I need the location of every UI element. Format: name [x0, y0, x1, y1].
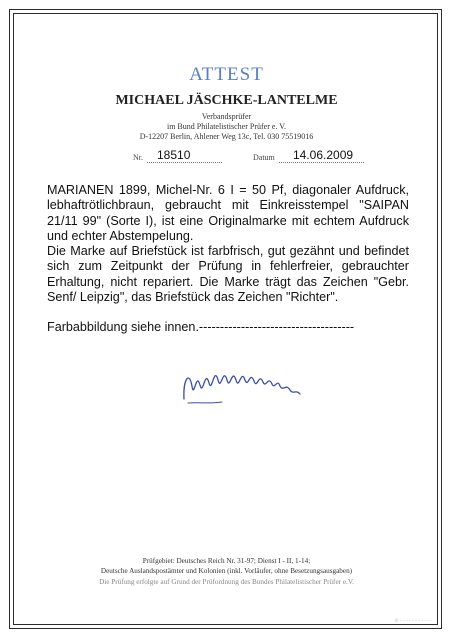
- nr-label: Nr.: [133, 153, 143, 162]
- nr-value: 18510: [157, 148, 191, 162]
- copyright-mark: © ·····················: [394, 618, 431, 623]
- date-value: 14.06.2009: [293, 148, 354, 162]
- attest-title: ATTEST: [189, 64, 264, 85]
- examiner-name: MICHAEL JÄSCHKE-LANTELME: [115, 93, 338, 108]
- examiner-role: Verbandsprüfer: [201, 112, 252, 121]
- footer-scope-detail: Deutsche Auslandspostämter und Kolonien (inkl. Vorläufer, ohne Besetzungsausgaben): [100, 567, 353, 575]
- footer-regulation: Die Prüfung erfolgte auf Grund der Prüfordnung des Bundes Philatelistischer Prüfer e.V.: [99, 578, 354, 586]
- handwritten-signature: [170, 345, 310, 435]
- date-line: [279, 162, 364, 163]
- paragraph-condition: Die Marke auf Briefstück ist farbfrisch, gut gezähnt und befindet sich zum Zeitpunkt der Prüfung in fehlerfreier, gebrauchter Erhaltung, nicht repariert. Die Marke trägt das Zeichen "Gebr. Senf/ Leipzig", das Briefstück das Zeichen "Richter".: [47, 244, 409, 304]
- date-label: Datum: [253, 153, 275, 162]
- examiner-address: D-12207 Berlin, Ahlener Weg 13c, Tel. 030 75519016: [139, 132, 314, 141]
- footer-scope: Prüfgebiet: Deutsches Reich Nr. 31-97; Dienst I - II, 1-14;: [142, 557, 311, 565]
- paragraph-note: Farbabbildung siehe innen.-------------------------------------: [47, 320, 355, 334]
- record-row: [0, 148, 453, 168]
- nr-line: [147, 162, 222, 163]
- examiner-association: im Bund Philatelistischer Prüfer e. V.: [166, 122, 287, 131]
- paragraph-description: MARIANEN 1899, Michel-Nr. 6 I = 50 Pf, diagonaler Aufdruck, lebhaftrötlichbraun, gebraucht mit Einkreisstempel "SAIPAN 21/11 99" (Sorte I), ist eine Originalmarke mit echtem Aufdruck und echter Abstempelung.: [47, 183, 409, 243]
